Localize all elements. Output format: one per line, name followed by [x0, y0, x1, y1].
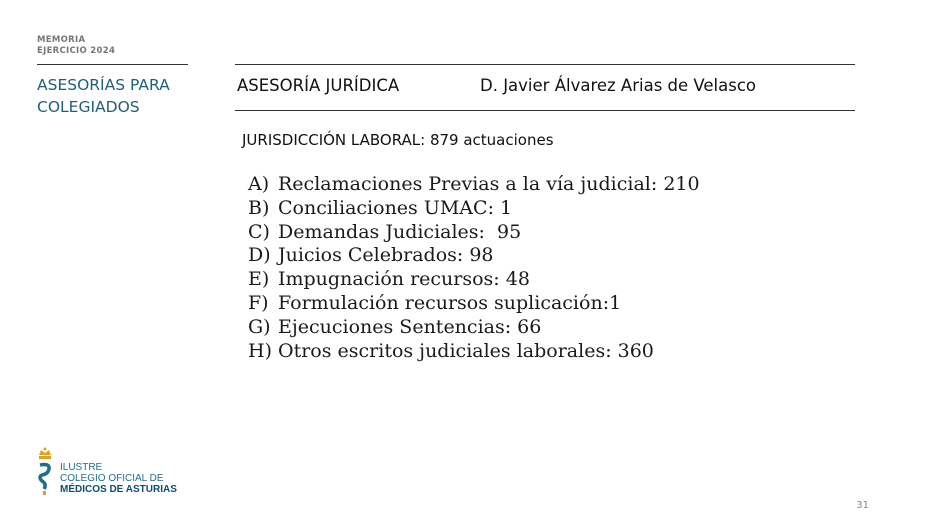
item-text: Impugnación recursos: 48 — [278, 268, 530, 291]
divider — [235, 64, 855, 65]
report-header — [37, 35, 115, 57]
item-text: Ejecuciones Sentencias: 66 — [278, 315, 542, 338]
list-item — [248, 316, 700, 340]
item-letter: H) — [248, 339, 272, 362]
item-text: Demandas Judiciales: 95 — [278, 220, 522, 243]
item-text: Juicios Celebrados: 98 — [278, 244, 494, 267]
item-letter: C) — [248, 220, 270, 243]
subtitle: JURISDICCIÓN LABORAL: 879 actuaciones — [242, 131, 554, 149]
item-text: Conciliaciones UMAC: 1 — [278, 196, 513, 219]
header-line1: MEMORIA — [37, 35, 86, 45]
page-title: ASESORÍA JURÍDICA — [237, 76, 400, 95]
item-letter: A) — [248, 173, 270, 195]
header-line2: EJERCICIO 2024 — [37, 46, 116, 56]
item-letter: B) — [248, 196, 270, 219]
divider — [235, 110, 855, 111]
item-text: Otros escritos judiciales laborales: 360 — [278, 339, 654, 362]
actions-list — [248, 173, 700, 363]
logo-line1: ILUSTRE — [60, 462, 103, 473]
item-letter: F) — [248, 291, 269, 314]
section-line2: COLEGIADOS — [37, 98, 140, 116]
section-line1: ASESORÍAS PARA — [37, 76, 170, 94]
list-item — [248, 197, 700, 221]
college-logo-icon — [36, 447, 54, 497]
list-item — [248, 292, 700, 316]
list-item — [248, 221, 700, 245]
responsible-person: D. Javier Álvarez Arias de Velasco — [480, 76, 757, 95]
divider — [37, 64, 188, 65]
list-item — [248, 173, 700, 197]
logo-line3: MÉDICOS DE ASTURIAS — [60, 484, 177, 495]
item-letter: E) — [248, 268, 270, 291]
section-title — [37, 74, 170, 118]
item-text: Reclamaciones Previas a la vía judicial: 210 — [278, 173, 700, 195]
item-letter: D) — [248, 244, 271, 267]
item-text: Formulación recursos suplicación:1 — [278, 291, 622, 314]
list-item — [248, 244, 700, 268]
college-logo-text — [60, 462, 177, 495]
logo-line2: COLEGIO OFICIAL DE — [60, 473, 164, 484]
list-item — [248, 268, 700, 292]
page-number: 31 — [856, 500, 869, 511]
list-item — [248, 340, 700, 364]
item-letter: G) — [248, 315, 271, 338]
